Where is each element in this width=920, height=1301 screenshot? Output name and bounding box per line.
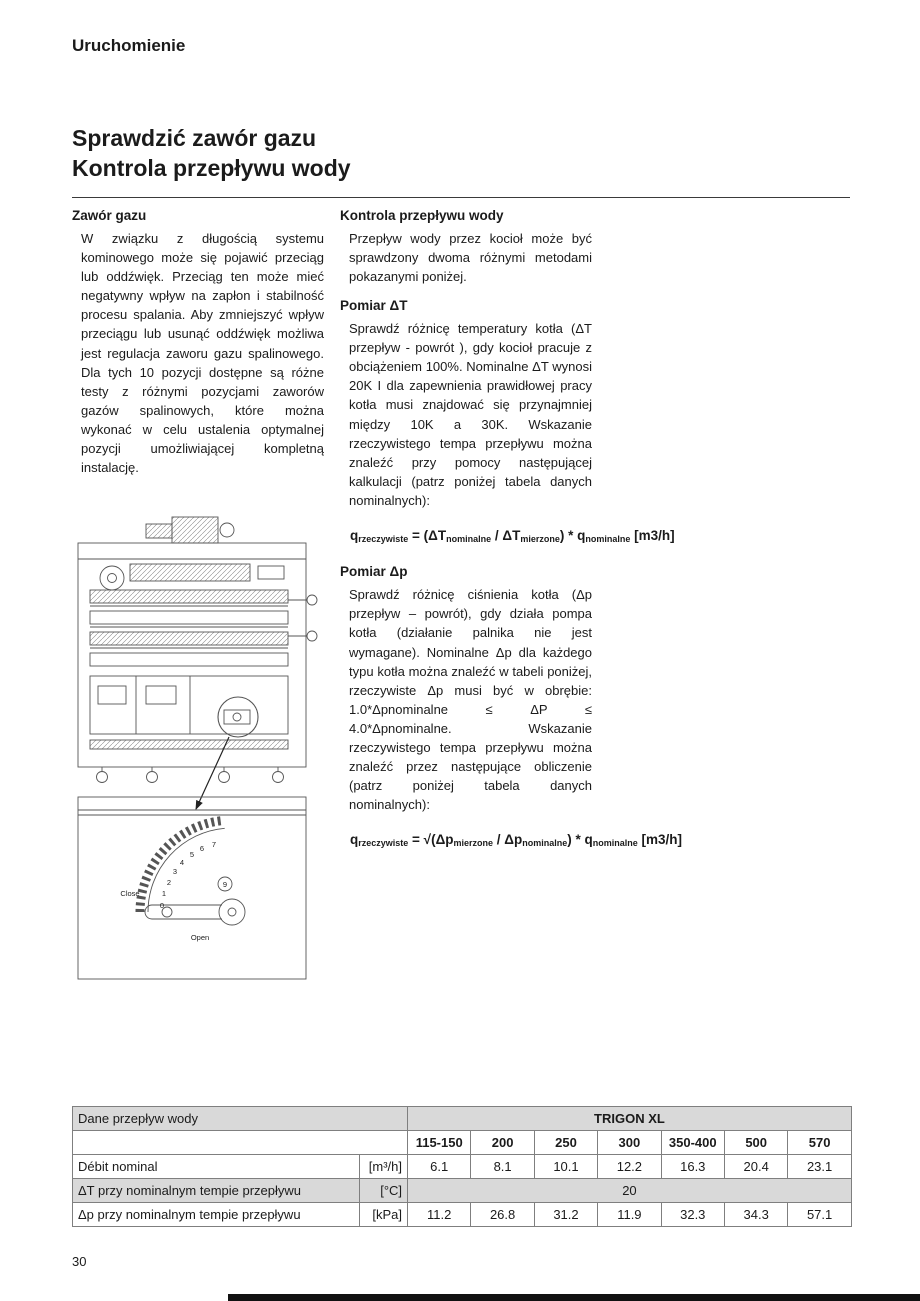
page-title-line2: Kontrola przepływu wody bbox=[72, 154, 351, 181]
table-empty-cell bbox=[73, 1131, 408, 1155]
table-cell: 10.1 bbox=[534, 1155, 597, 1179]
table-cell: 12.2 bbox=[598, 1155, 661, 1179]
page-title bbox=[72, 124, 850, 198]
dial-number: 4 bbox=[179, 858, 185, 867]
delta-p-paragraph: Sprawdź różnicę ciśnienia kotła (Δp przepływ – powrót), gdy działa pompa kotła (działanie palnika nie jest wymagane). Nominalne Δp dla każdego typu kotła można znaleźć w tabeli poniżej, rzeczywiste Δp musi być w obrębie: 1.0*Δpnominalne ≤ ΔP ≤ 4.0*Δpnominalne. Wskazanie rzeczywistego tempa przepływu można znaleźć przez następujące obliczenie (patrz poniżej tabela danych nominalnych): bbox=[349, 587, 592, 813]
running-header: Uruchomienie bbox=[72, 36, 186, 55]
table-col-header: 570 bbox=[788, 1131, 851, 1155]
table-cell: 11.2 bbox=[408, 1203, 471, 1227]
table-cell: 32.3 bbox=[661, 1203, 724, 1227]
table-col-header: 200 bbox=[471, 1131, 534, 1155]
dial-number: 6 bbox=[199, 844, 205, 853]
row-label: Débit nominal bbox=[73, 1155, 360, 1179]
dial-number: 2 bbox=[166, 878, 172, 887]
table-col-header: 250 bbox=[534, 1131, 597, 1155]
gas-valve-heading: Zawór gazu bbox=[72, 208, 147, 223]
table-col-header: 300 bbox=[598, 1131, 661, 1155]
table-row bbox=[73, 1203, 852, 1227]
table-cell: 6.1 bbox=[408, 1155, 471, 1179]
water-flow-intro: Przepływ wody przez kocioł może być sprawdzony dwoma różnymi metodami pokazanymi poniżej. bbox=[349, 230, 592, 285]
delta-p-heading: Pomiar Δp bbox=[340, 564, 408, 580]
table-col-header: 350-400 bbox=[661, 1131, 724, 1155]
table-cell: 11.9 bbox=[598, 1203, 661, 1227]
table-col-header: 115-150 bbox=[408, 1131, 471, 1155]
delta-t-paragraph: Sprawdź różnicę temperatury kotła (ΔT przepływ - powrót ), gdy kocioł pracuje z obciążeniem 100%. Nominalne ΔT wynosi 20K I dla zapewnienia prawidłowej pracy kotła musi znajdować się przynajmniej między 10K a 30K. Wskazanie rzeczywistego tempa przepływu można znaleźć przy pomocy następującej kalkulacji (patrz poniżej tabela danych nominalnych): bbox=[349, 321, 592, 508]
row-label: Δp przy nominalnym tempie przepływu bbox=[73, 1203, 360, 1227]
table-cell: 23.1 bbox=[788, 1155, 851, 1179]
dial-number: 7 bbox=[211, 840, 217, 849]
table-col-header: 500 bbox=[724, 1131, 787, 1155]
table-title-cell: Dane przepływ wody bbox=[73, 1107, 408, 1131]
dial-setting: 9 bbox=[222, 880, 228, 889]
dial-number: 5 bbox=[189, 850, 195, 859]
table-row bbox=[73, 1155, 852, 1179]
right-column bbox=[340, 206, 683, 867]
water-flow-table-wrap bbox=[72, 1106, 851, 1227]
page-title-line1: Sprawdzić zawór gazu bbox=[72, 125, 317, 151]
table-cell: 16.3 bbox=[661, 1155, 724, 1179]
formula-delta-t: $q_{rzeczywiste} = (\Delta T_{nominalne} / \Delta T_{mierzone}) * q_{nominalne}$ [m3/h] bbox=[350, 528, 675, 545]
table-cell: 20.4 bbox=[724, 1155, 787, 1179]
table-row bbox=[73, 1179, 852, 1203]
gas-valve-dial-drawing bbox=[78, 797, 306, 979]
dial-close-label: Close bbox=[120, 889, 140, 898]
delta-t-heading: Pomiar ΔT bbox=[340, 298, 408, 314]
boiler-figure bbox=[72, 514, 320, 986]
water-flow-table bbox=[72, 1106, 852, 1227]
dial-number: 3 bbox=[172, 867, 178, 876]
row-unit: [m³/h] bbox=[360, 1155, 408, 1179]
table-cell: 31.2 bbox=[534, 1203, 597, 1227]
table-span-cell: 20 bbox=[408, 1179, 852, 1203]
table-cell: 8.1 bbox=[471, 1155, 534, 1179]
gas-valve-paragraph: W związku z długością systemu kominowego może się pojawić przeciąg lub oddźwięk. Przeciąg ten może mieć negatywny wpływ na zapłon i stabilność procesu spalania. Aby zmniejszyć wpływ przeciągu lub usunąć oddźwięk możliwa jest regulacja zaworu gazu spalinowego. Dla tych 10 pozycji dostępne są różne testy z różnymi pozycjami zaworów gazów spalinowych, które można wykonać w celu ustalenia optymalnej pozycji umożliwiającej kompletną instalację. bbox=[81, 230, 324, 476]
row-unit: [kPa] bbox=[360, 1203, 408, 1227]
table-cell: 57.1 bbox=[788, 1203, 851, 1227]
dial-labels bbox=[120, 840, 227, 942]
table-cell: 34.3 bbox=[724, 1203, 787, 1227]
dial-number: 0 bbox=[159, 901, 165, 910]
boiler-top-drawing bbox=[78, 517, 317, 783]
scan-edge-artifact bbox=[228, 1294, 920, 1301]
dial-number: 1 bbox=[161, 889, 167, 898]
table-group-header: TRIGON XL bbox=[408, 1107, 852, 1131]
dial-open-label: Open bbox=[190, 933, 210, 942]
table-cell: 26.8 bbox=[471, 1203, 534, 1227]
water-flow-heading: Kontrola przepływu wody bbox=[340, 208, 504, 223]
row-unit: [°C] bbox=[360, 1179, 408, 1203]
page-number: 30 bbox=[72, 1254, 87, 1269]
boiler-diagram bbox=[72, 514, 320, 986]
left-column bbox=[72, 206, 324, 487]
formula-delta-p: $q_{rzeczywiste} = √(\Delta p_{mierzone} / \Delta p_{nominalne}) * q_{nominalne}$ [m3/h] bbox=[350, 832, 683, 849]
row-label: ΔT przy nominalnym tempie przepływu bbox=[73, 1179, 360, 1203]
